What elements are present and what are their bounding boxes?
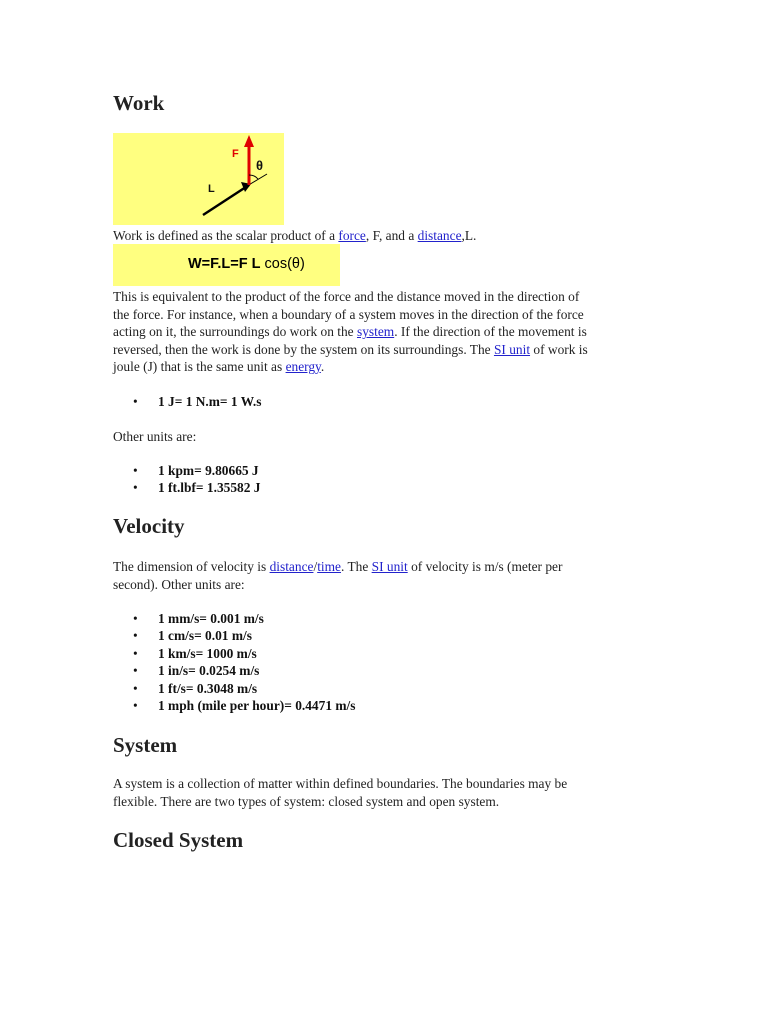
list-item: • 1 in/s= 0.0254 m/s (113, 662, 355, 679)
text: . The (341, 559, 372, 574)
list-item: • 1 ft.lbf= 1.35582 J (113, 479, 260, 496)
velocity-paragraph-line-2: second). Other units are: (113, 576, 245, 592)
si-unit-link[interactable]: SI unit (493, 341, 531, 357)
energy-link[interactable]: energy (285, 359, 321, 374)
joule-list (113, 393, 261, 410)
distance-link[interactable]: distance (417, 228, 462, 243)
length-label: L (208, 183, 215, 195)
velocity-heading: Velocity (113, 514, 185, 538)
other-units-label: Other units are: (113, 429, 197, 444)
force-label: F (232, 148, 239, 160)
work-paragraph-line-5 (113, 358, 653, 376)
system-paragraph-line-1: A system is a collection of matter within defined boundaries. The boundaries may be (113, 776, 568, 791)
text: . (320, 359, 325, 374)
force-link[interactable]: force (338, 228, 366, 243)
text: . If the direction of the movement is (394, 324, 587, 339)
list-item: • 1 km/s= 1000 m/s (113, 645, 355, 662)
system-link[interactable]: system (356, 324, 395, 339)
time-link[interactable]: time (317, 559, 341, 574)
list-item: • 1 mph (mile per hour)= 0.4471 m/s (113, 697, 355, 714)
work-paragraph-line-4 (113, 341, 653, 359)
list-item: • 1 cm/s= 0.01 m/s (113, 627, 355, 644)
work-formula (188, 256, 305, 272)
velocity-paragraph-line-1 (113, 558, 653, 576)
formula-bold: W=F.L=F L (188, 256, 261, 272)
text: reversed, then the work is done by the system on its surroundings. The (113, 341, 494, 357)
distance-link[interactable]: distance (269, 559, 314, 574)
system-heading: System (113, 733, 178, 757)
other-units-list (113, 462, 260, 497)
work-definition (113, 227, 653, 245)
system-paragraph-line-2: flexible. There are two types of system: closed system and open system. (113, 793, 500, 809)
force-vector-icon (113, 133, 284, 225)
work-paragraph-line-1: This is equivalent to the product of the force and the distance moved in the direction of (113, 289, 580, 304)
work-formula-box (113, 244, 340, 286)
text: The dimension of velocity is (113, 559, 270, 574)
list-item: • 1 J= 1 N.m= 1 W.s (113, 393, 261, 410)
text: Work is defined as the scalar product of a (113, 228, 339, 243)
list-item: • 1 ft/s= 0.3048 m/s (113, 680, 355, 697)
si-unit-link[interactable]: SI unit (371, 559, 408, 574)
closed-system-heading: Closed System (113, 828, 244, 852)
text: joule (J) that is the same unit as (113, 359, 286, 374)
list-item: • 1 mm/s= 0.001 m/s (113, 610, 355, 627)
work-paragraph-line-2: the force. For instance, when a boundary of a system moves in the direction of the force (113, 306, 584, 322)
work-diagram (113, 133, 284, 225)
work-paragraph-line-3 (113, 323, 653, 341)
velocity-units-list (113, 610, 355, 714)
work-heading: Work (113, 91, 165, 115)
text: , F, and a (365, 228, 418, 243)
text: ,L. (461, 228, 477, 243)
theta-label: θ (256, 158, 264, 173)
text: of velocity is m/s (meter per (407, 559, 563, 574)
text: / (313, 559, 318, 574)
text: acting on it, the surroundings do work on the (113, 324, 357, 339)
formula-rest: cos(θ) (260, 256, 305, 272)
text: of work is (530, 341, 588, 357)
list-item: • 1 kpm= 9.80665 J (113, 462, 260, 479)
